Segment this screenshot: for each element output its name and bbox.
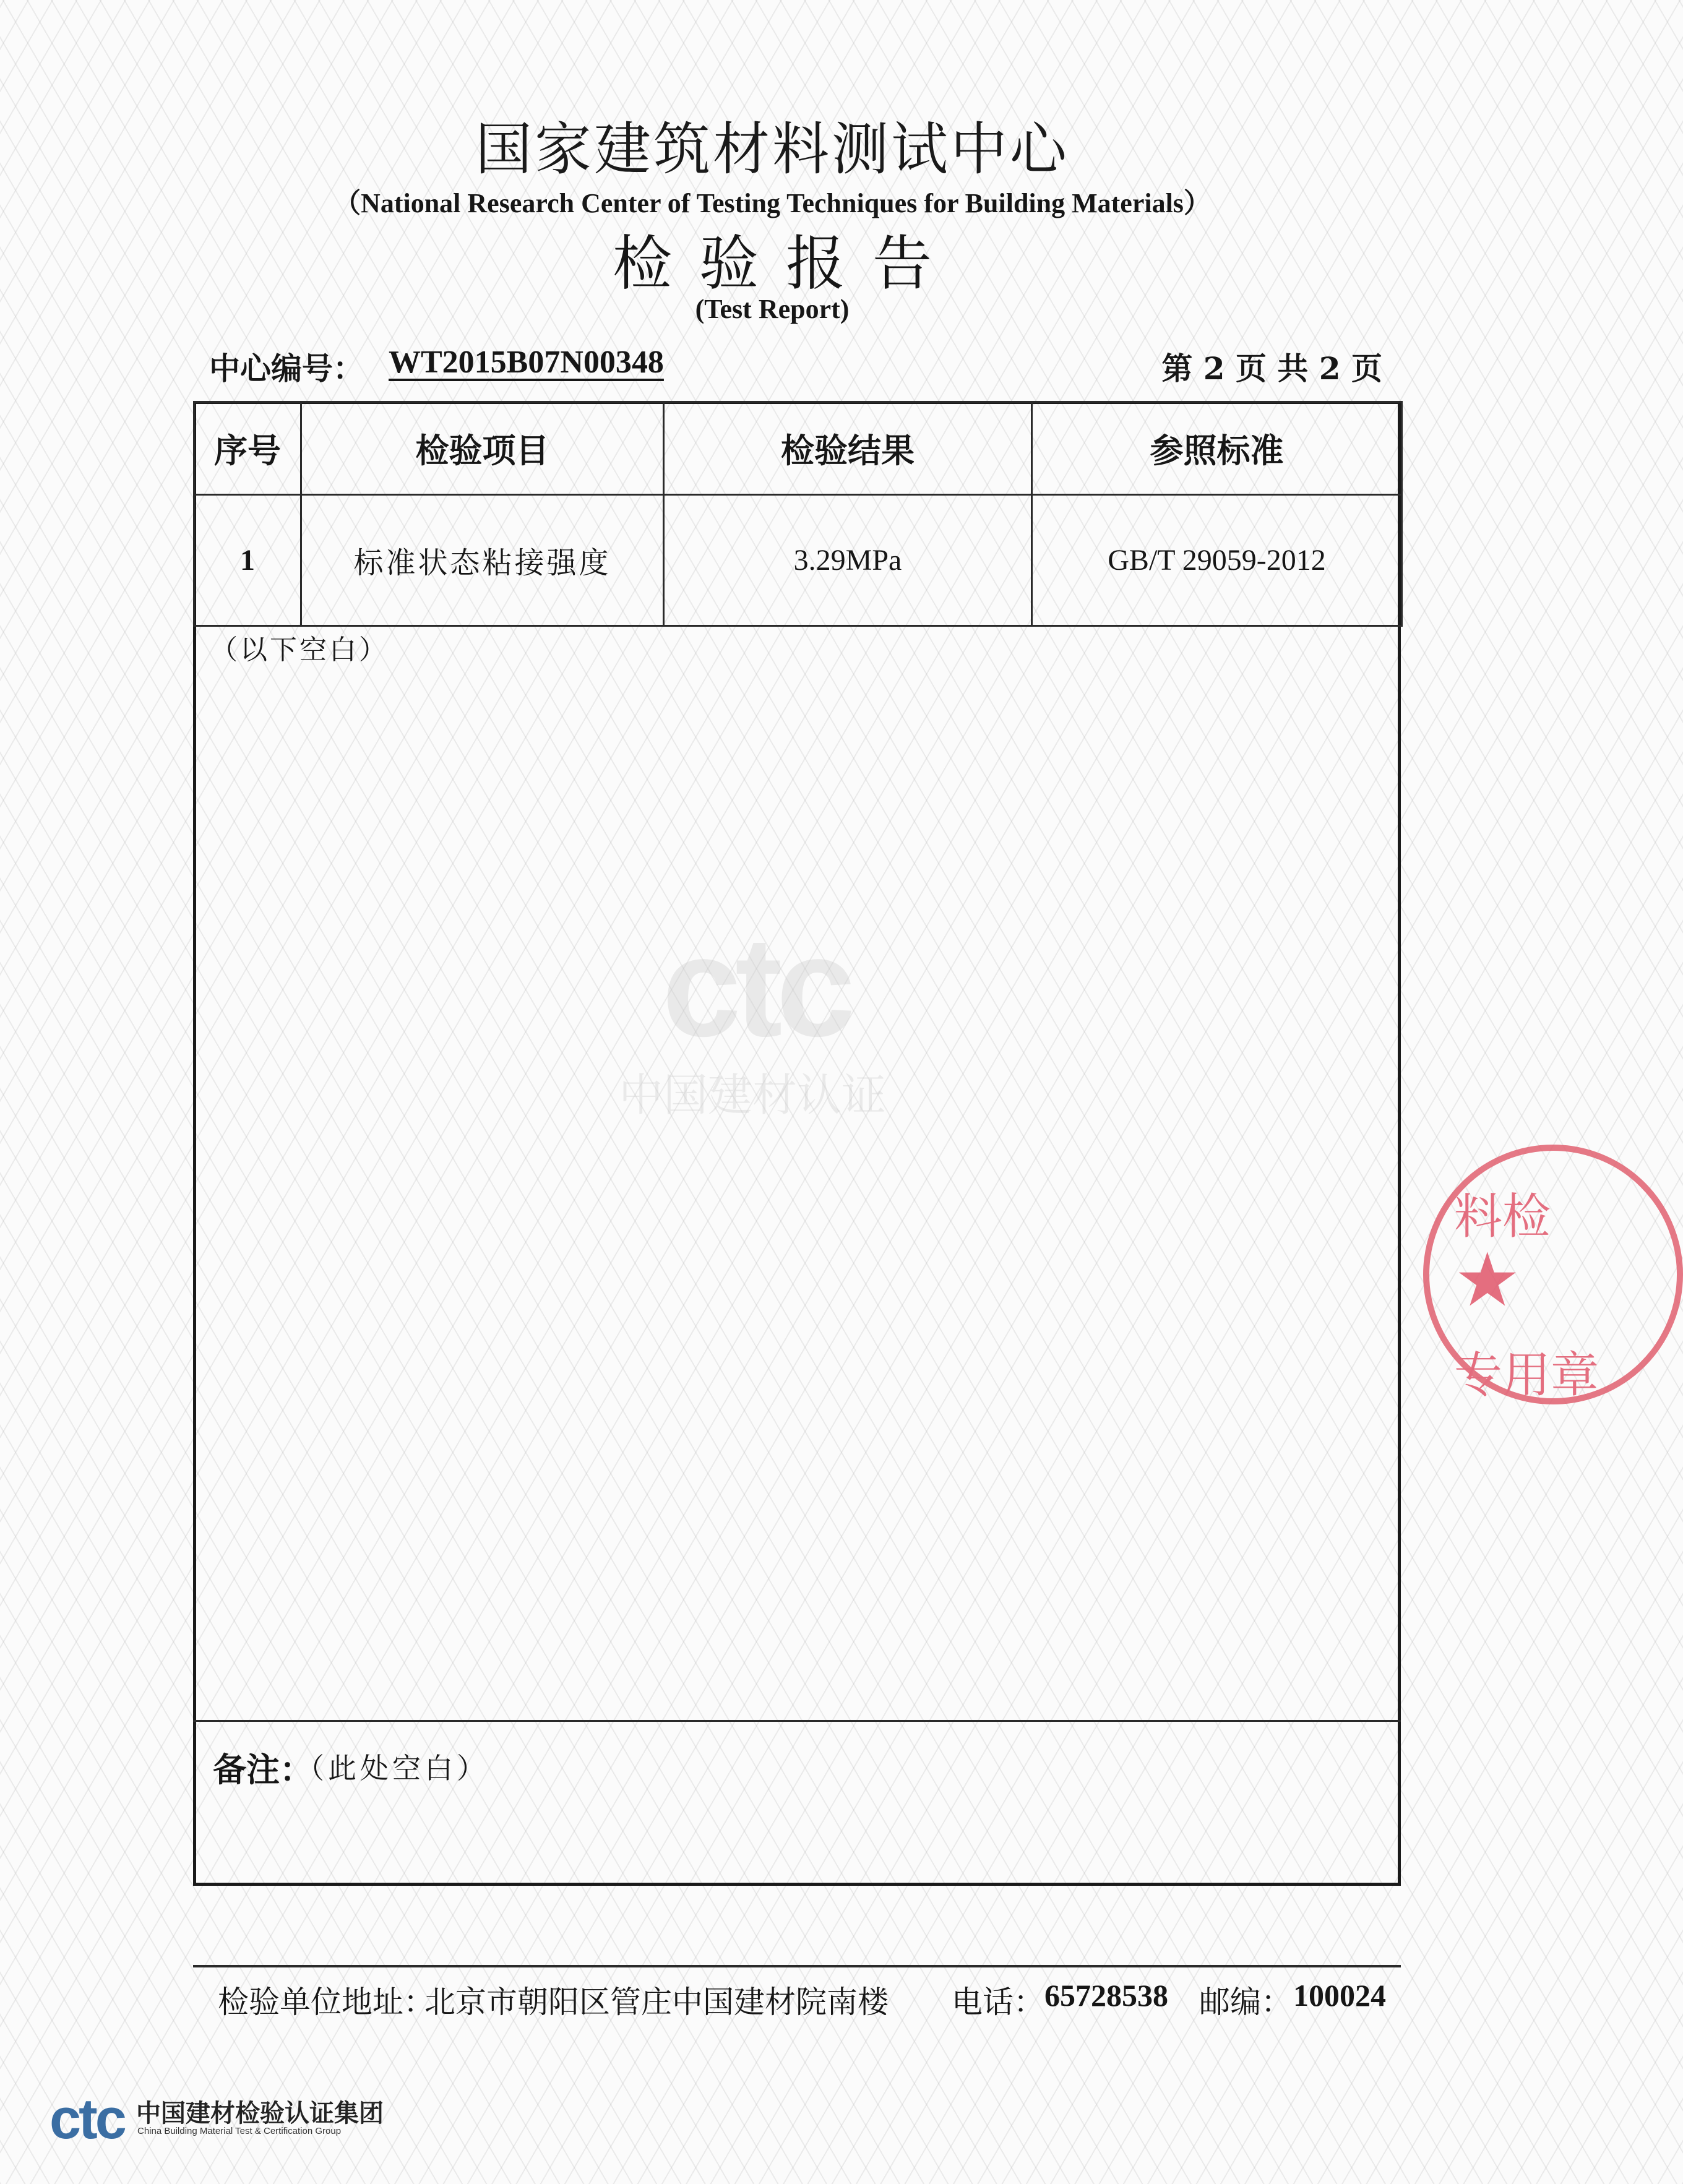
header-item: 检验项目 (301, 402, 664, 495)
address-value: 北京市朝阳区管庄中国建材院南楼 (424, 1984, 889, 2020)
watermark (606, 907, 953, 1126)
postcode-label: 邮编： (1199, 1984, 1292, 2020)
report-title-cn: 检验报告 (613, 229, 959, 298)
phone-value: 65728538 (1044, 1978, 1168, 2013)
title-en: （National Research Center of Testing Techniques for Building Materials） (334, 188, 1211, 218)
cell-standard: GB/T 29059-2012 (1032, 495, 1402, 626)
center-number-label: 中心编号： (209, 350, 364, 387)
logo-name-cn: 中国建材检验认证集团 (136, 2099, 384, 2128)
table-header-row (194, 402, 1402, 495)
official-seal (1423, 1145, 1683, 1404)
footer-divider (193, 1965, 1401, 1967)
phone-label: 电话： (952, 1984, 1044, 2020)
logo-name-en: China Building Material Test & Certification Group (137, 2126, 342, 2136)
title-cn: 国家建筑材料测试中心 (475, 116, 1069, 183)
table-row (194, 495, 1402, 626)
blank-below-note: （以下空白） (210, 634, 389, 666)
ctc-logo-icon: ctc (50, 2087, 124, 2151)
cell-item: 标准状态粘接强度 (301, 495, 664, 626)
header-standard: 参照标准 (1032, 402, 1402, 495)
remarks-label: 备注： (213, 1750, 313, 1789)
seal-bottom-text: 专用章 (1454, 1348, 1599, 1403)
remarks-divider (193, 1720, 1401, 1722)
organization-logo (50, 2087, 446, 2151)
report-title-en: (Test Report) (695, 294, 850, 324)
center-number: WT2015B07N00348 (389, 345, 664, 380)
cell-result: 3.29MPa (664, 495, 1032, 626)
header-result: 检验结果 (664, 402, 1032, 495)
address-label: 检验单位地址： (218, 1984, 434, 2020)
remarks-text: （此处空白） (296, 1752, 489, 1785)
watermark-logo-icon: ctc (662, 907, 850, 1066)
results-table (193, 401, 1403, 627)
seal-star-icon: ★ (1454, 1237, 1521, 1323)
header-no: 序号 (194, 402, 301, 495)
watermark-text: 中国建材认证 (619, 1069, 887, 1121)
postcode-value: 100024 (1293, 1978, 1386, 2013)
seal-top-text: 料检 (1454, 1189, 1551, 1245)
page-info: 第 2 页 共 2 页 (1161, 350, 1382, 387)
cell-no: 1 (194, 495, 301, 626)
